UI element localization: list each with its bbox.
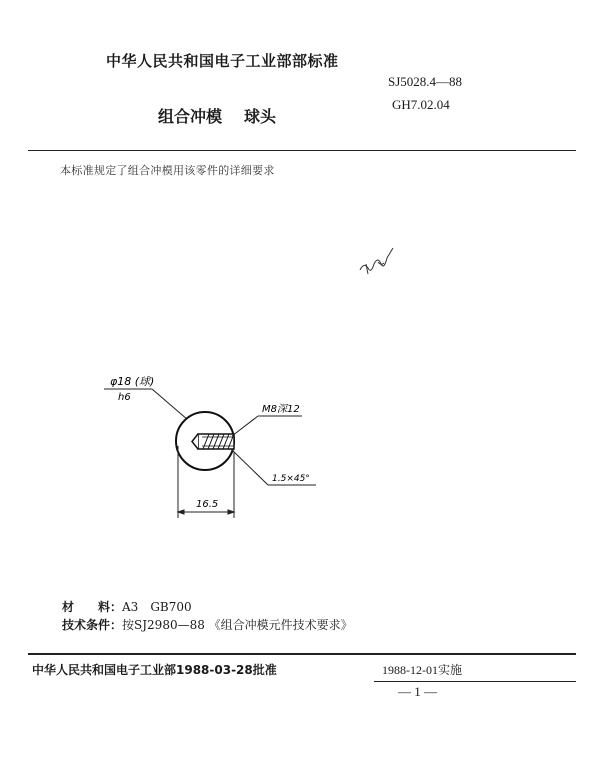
conditions-value: 按SJ2980—88 《组合冲模元件技术要求》 — [122, 618, 353, 632]
length-dimension-label: 16.5 — [196, 499, 219, 510]
material-row — [62, 598, 192, 615]
material-value: A3 GB700 — [122, 600, 192, 614]
footer-subdivider — [374, 681, 576, 682]
title-part-2: 球头 — [244, 107, 277, 126]
handwritten-signature — [360, 248, 393, 274]
threaded-hole — [192, 434, 234, 449]
approval-statement: 中华人民共和国电子工业部1988-03-28批准 — [32, 663, 277, 677]
issuing-authority: 中华人民共和国电子工业部部标准 — [106, 52, 339, 70]
classification-code: GH7.02.04 — [392, 97, 450, 112]
title-part-1: 组合冲模 — [158, 107, 223, 126]
page-number: — 1 — — [398, 684, 437, 699]
standard-number: SJ5028.4—88 — [388, 74, 463, 89]
sphere-diameter-label: φ18 (球) — [110, 375, 155, 388]
thread-spec-label: M8深12 — [262, 404, 300, 415]
effective-date: 1988-12-01实施 — [382, 663, 462, 677]
material-key: 材 料： — [62, 600, 123, 614]
fit-tolerance-label: h6 — [118, 392, 131, 403]
scope-statement: 本标准规定了组合冲模用该零件的详细要求 — [60, 164, 275, 177]
chamfer-label: 1.5×45° — [272, 474, 310, 484]
technical-conditions-row — [62, 616, 353, 633]
conditions-key: 技术条件： — [62, 618, 123, 632]
footer-divider — [28, 653, 576, 655]
